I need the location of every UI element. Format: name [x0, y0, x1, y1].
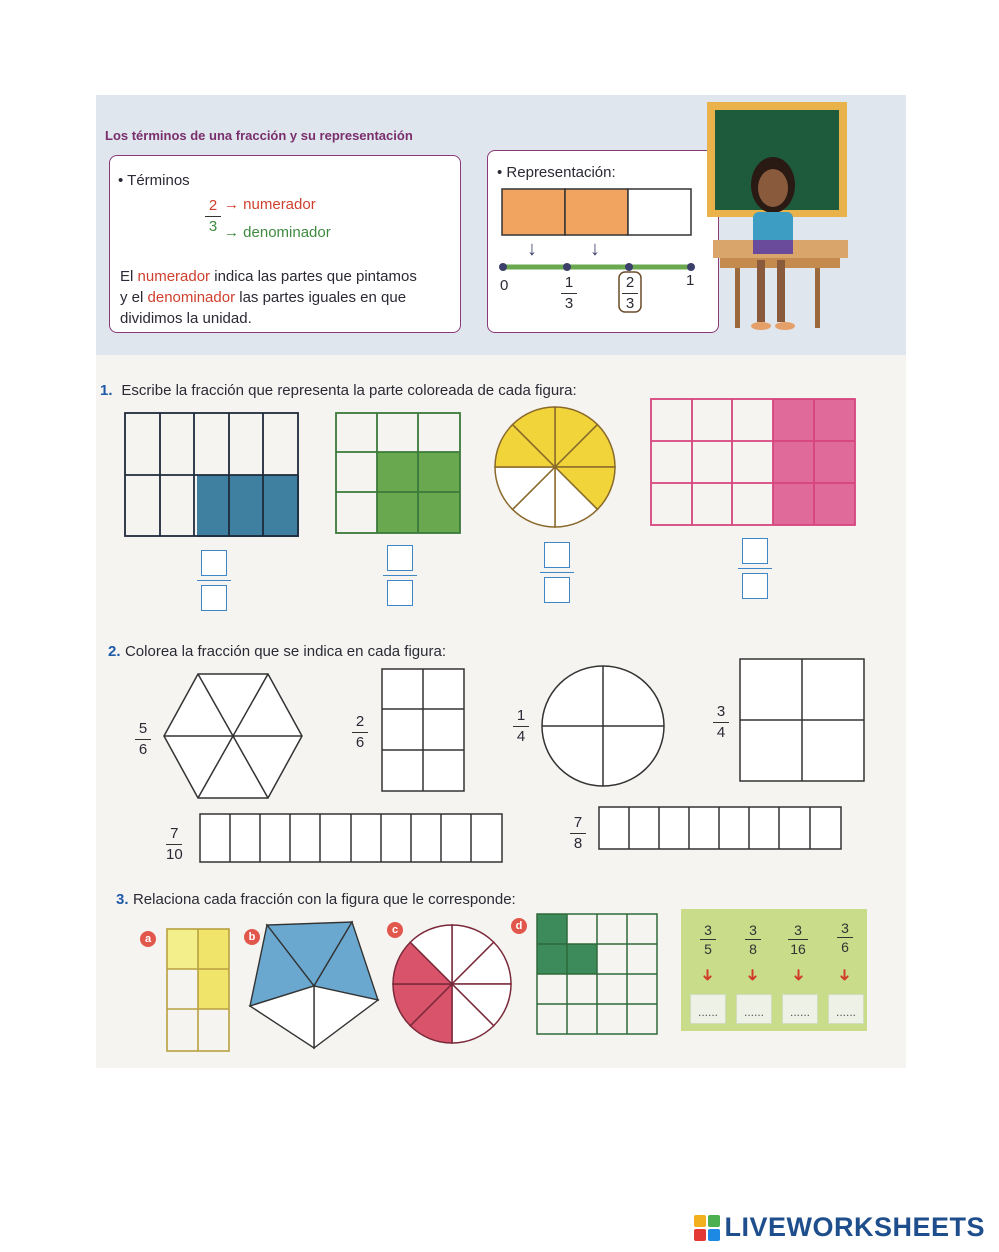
match-fraction-2: 3 8: [745, 922, 761, 957]
match-answer-slot-3[interactable]: ......: [782, 994, 818, 1024]
question-2: 2. Colorea la fracción que se indica en cada figura:: [108, 643, 446, 660]
q1-square-green: [335, 412, 461, 534]
q2-square-quarters[interactable]: [739, 658, 865, 782]
q2-rect-sixths[interactable]: [381, 668, 465, 792]
example-denominator: 3: [208, 218, 218, 235]
teacher-illustration: [705, 100, 850, 340]
terms-heading-label: Términos: [127, 172, 190, 189]
logo-icon: [694, 1215, 720, 1241]
terms-explanation: El numerador indica las partes que pintamos y el denominador las partes iguales en que dividimos la unidad.: [120, 268, 417, 327]
example-numerator: 2: [208, 197, 218, 214]
terms-heading: • Términos: [118, 172, 190, 189]
question-1: 1. Escribe la fracción que representa la parte coloreada de cada figura:: [100, 382, 577, 399]
q2-fraction-strip-8: 7 8: [570, 814, 586, 853]
tick-label-one-third: 1 3: [561, 274, 577, 313]
q2-strip-eighths[interactable]: [598, 806, 842, 850]
answer-numerator-input[interactable]: [742, 538, 768, 564]
q2-fraction-rect: 2 6: [352, 713, 368, 752]
q3-figure-b: [248, 920, 380, 1050]
answer-numerator-input[interactable]: [387, 545, 413, 571]
match-answer-slot-2[interactable]: ......: [736, 994, 772, 1024]
answer-fraction-3[interactable]: [540, 542, 574, 603]
answer-fraction-2[interactable]: [383, 545, 417, 606]
answer-denominator-input[interactable]: [201, 585, 227, 611]
answer-denominator-input[interactable]: [742, 573, 768, 599]
match-fraction-3: 3 16: [788, 922, 808, 957]
q1-rect-pink: [650, 398, 856, 526]
arrow-down-icon: ↓: [527, 238, 537, 260]
q2-fraction-circle: 1 4: [513, 707, 529, 746]
q1-rect-blue: [124, 412, 300, 538]
tick-label-two-thirds: 2 3: [622, 274, 638, 313]
match-answer-slot-1[interactable]: ......: [690, 994, 726, 1024]
tick-label-one: 1: [686, 272, 695, 289]
q3-figure-a: [166, 928, 230, 1052]
q3-figure-d: [536, 913, 658, 1035]
arrow-down-icon: ↓: [590, 238, 600, 260]
liveworksheets-logo: [694, 1212, 985, 1243]
representation-heading: • Representación:: [497, 164, 616, 181]
denominator-label: → denominador: [224, 224, 331, 241]
arrow-down-icon: ➜: [835, 968, 853, 982]
tick-label-zero: 0: [500, 277, 509, 294]
q2-fraction-hexagon: 5 6: [135, 720, 151, 759]
q3-figure-c: [390, 923, 514, 1045]
q2-circle-quarters[interactable]: [540, 664, 666, 788]
question-3: 3. Relaciona cada fracción con la figura que le corresponde:: [116, 891, 516, 908]
numerator-label: → numerador: [224, 196, 316, 213]
q2-fraction-square: 3 4: [713, 703, 729, 742]
section-title: Los términos de una fracción y su representación: [105, 128, 413, 143]
q2-strip-tenths[interactable]: [199, 813, 503, 863]
q1-circle-yellow: [492, 404, 618, 530]
answer-denominator-input[interactable]: [387, 580, 413, 606]
badge-b: b: [244, 929, 260, 945]
badge-d: d: [511, 918, 527, 934]
arrow-down-icon: ➜: [698, 968, 716, 982]
arrow-down-icon: ➜: [743, 968, 761, 982]
arrow-down-icon: ➜: [789, 968, 807, 982]
match-answer-slot-4[interactable]: ......: [828, 994, 864, 1024]
logo-text: LIVEWORKSHEETS: [724, 1212, 985, 1242]
answer-fraction-1[interactable]: [197, 550, 231, 611]
q2-hexagon[interactable]: [162, 672, 304, 800]
answer-numerator-input[interactable]: [544, 542, 570, 568]
badge-a: a: [140, 931, 156, 947]
answer-numerator-input[interactable]: [201, 550, 227, 576]
example-fraction: [205, 197, 221, 236]
answer-fraction-4[interactable]: [738, 538, 772, 599]
q2-fraction-strip-10: 7 10: [166, 825, 183, 863]
answer-denominator-input[interactable]: [544, 577, 570, 603]
match-fraction-4: 3 6: [837, 920, 853, 955]
match-fraction-1: 3 5: [700, 922, 716, 957]
badge-c: c: [387, 922, 403, 938]
